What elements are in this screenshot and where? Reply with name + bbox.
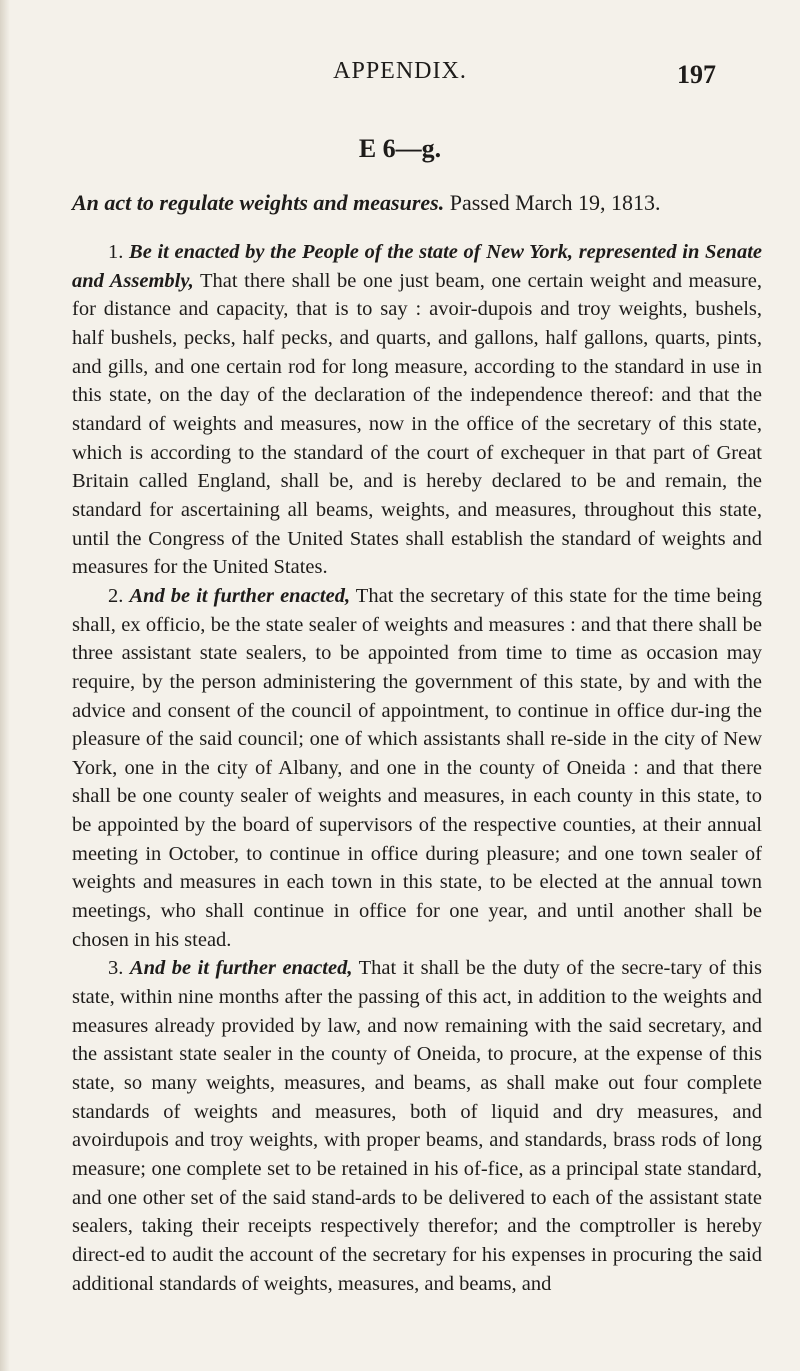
- section-number: 2.: [108, 584, 124, 607]
- section-text: That there shall be one just beam, one certain weight and measure, for distance and capacity, that is to say : avoir-dupois and troy weights, bushels, half bushels, pecks, half pecks, and quarts, and gallons, half gallons, quarts, pints, and gills, and one certain rod for long measure, according to the standard in use in this state, on the day of the declaration of the independence thereof: and that the standard of weights and measures, now in the office of the secretary of this state, which is according to the standard of the court of exchequer in that part of Great Britain called England, shall be, and is hereby declared to be and remain, the standard for ascertaining all beams, weights, and measures, throughout this state, until the Congress of the United States shall establish the standard of weights and measures for the United States.: [72, 269, 762, 579]
- act-passed-date: Passed March 19, 1813.: [449, 190, 661, 215]
- section-number: 1.: [108, 241, 124, 263]
- enacting-clause: And be it further enacted,: [129, 584, 351, 607]
- section-code: E 6—g.: [358, 134, 442, 163]
- act-title: An act to regulate weights and measures.: [72, 190, 445, 215]
- running-head: [0, 58, 800, 88]
- act-title-line: [72, 190, 762, 216]
- enacting-clause: And be it further enacted,: [129, 957, 353, 980]
- section-text: That it shall be the duty of the secre-tary of this state, within nine months after the passing of this act, in addition to the weights and measures already provided by law, and now remaining with the said secretary, and the assistant state sealer in the county of Oneida, to procure, at the expense of this state, so many weights, measures, and beams, as shall make out four complete standards of weights and measures, both of liquid and dry measures, and avoirdupois and troy weights, with proper beams, and standards, brass rods of long measure; one complete set to be retained in his of-fice, as a principal state standard, and one other set of the said stand-ards to be delivered to each of the assistant state sealers, taking their receipts respectively therefor; and the comptroller is hereby direct-ed to audit the account of the secretary for his expenses in procuring the said additional standards of weights, measures, and beams, and: [72, 957, 762, 1295]
- section-number: 3.: [108, 957, 124, 980]
- running-title: APPENDIX.: [333, 58, 467, 84]
- enacting-clause: Be it enacted by the People of the state of New York, represented in Senate and Assembly,: [72, 241, 762, 292]
- page-gutter-shadow: [0, 0, 10, 1371]
- page-number: 197: [677, 60, 716, 89]
- section-paragraph-3: [72, 954, 762, 1298]
- act-body: [72, 238, 762, 1298]
- section-paragraph-1: [72, 238, 762, 582]
- section-text: That the secretary of this state for the time being shall, ex officio, be the state sealer of weights and measures : and that there shall be three assistant state sealers, to be appointed from time to time as occasion may require, by the person administering the government of this state, by and with the advice and consent of the council of appointment, to continue in office dur-ing the pleasure of the said council; one of which assistants shall re-side in the city of New York, one in the city of Albany, and one in the county of Oneida : and that there shall be one county sealer of weights and measures, in each county in this state, to be appointed by the board of supervisors of the respective counties, at their annual meeting in October, to continue in office during pleasure; and one town sealer of weights and measures in each town in this state, to be elected at the annual town meetings, who shall continue in office for one year, and until another shall be chosen in his stead.: [72, 584, 763, 951]
- section-paragraph-2: [72, 582, 762, 955]
